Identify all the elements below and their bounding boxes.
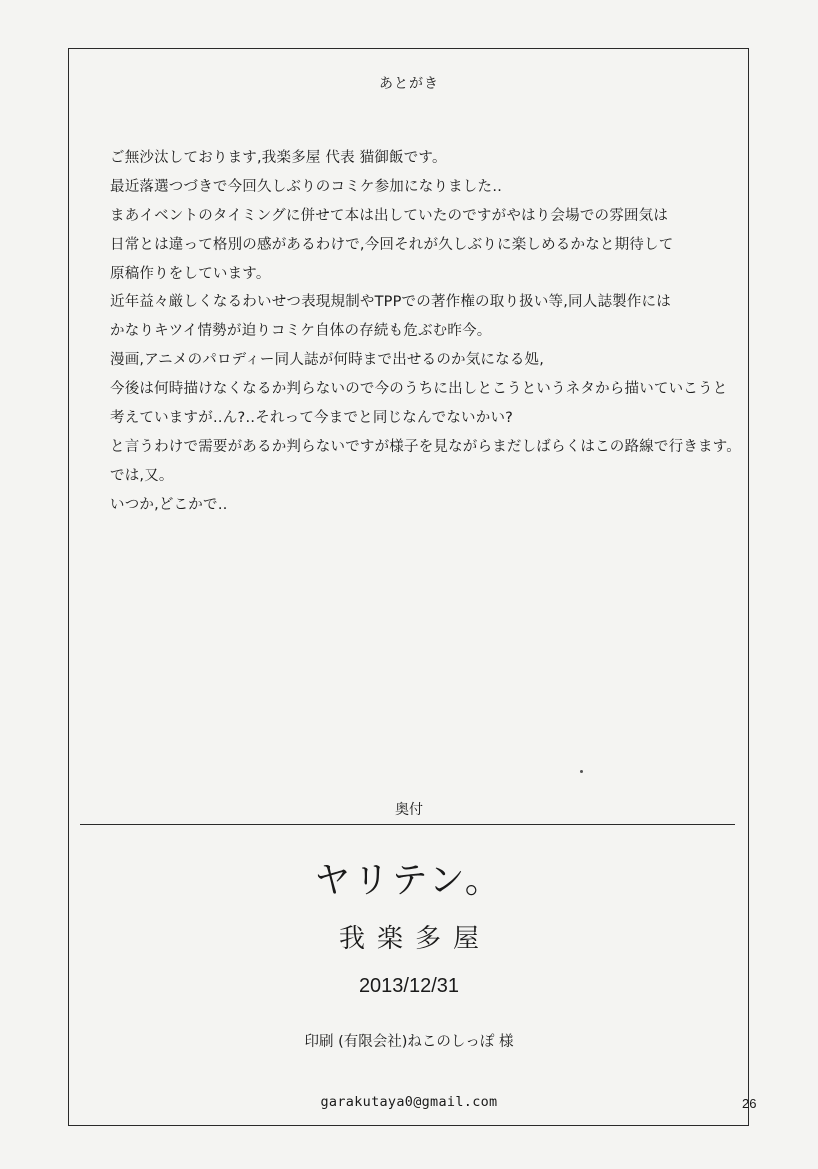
afterword-line: かなりキツイ情勢が迫りコミケ自体の存続も危ぶむ昨今。: [110, 323, 492, 340]
book-title: ヤリテン。: [314, 860, 504, 901]
afterword-line: と言うわけで需要があるか判らないですが様子を見ながらまだしばらくはこの路線で行きます。: [110, 438, 741, 455]
afterword-line: 考えていますが‥ん?‥それって今までと同じなんでないかい?: [110, 410, 514, 427]
publication-date: 2013/12/31: [358, 975, 460, 997]
afterword-line: 日常とは違って格別の感があるわけで,今回それが久しぶりに楽しめるかなと期待して: [110, 236, 674, 253]
printer-credit: 印刷 (有限会社)ねこのしっぽ 様: [304, 1034, 514, 1050]
colophon-divider: [80, 824, 735, 825]
afterword-line: 近年益々厳しくなるわいせつ表現規制やTPPでの著作権の取り扱い等,同人誌製作には: [110, 294, 671, 311]
page-number: 26: [742, 1096, 757, 1111]
afterword-line: 漫画,アニメのパロディー同人誌が何時まで出せるのか気になる処,: [110, 352, 545, 369]
stray-ink-mark: [580, 770, 583, 773]
colophon-label: 奥付: [395, 802, 423, 818]
afterword-title: あとがき: [379, 76, 439, 92]
afterword-line: 今後は何時描けなくなるか判らないので今のうちに出しとこうというネタから描いていこうと: [110, 381, 728, 398]
afterword-line: まあイベントのタイミングに併せて本は出していたのですがやはり会場での雰囲気は: [110, 207, 669, 224]
circle-name: 我楽多屋: [338, 924, 491, 954]
afterword-line: ご無沙汰しております,我楽多屋 代表 猫御飯です。: [110, 150, 447, 166]
afterword-line: では,又。: [110, 467, 174, 484]
afterword-line: 最近落選つづきで今回久しぶりのコミケ参加になりました‥: [110, 178, 503, 195]
afterword-line: 原稿作りをしています。: [110, 265, 271, 282]
afterword-line: いつか,どこかで‥: [110, 496, 228, 513]
afterword-body: [110, 144, 740, 520]
contact-email: garakutaya0@gmail.com: [320, 1094, 498, 1110]
